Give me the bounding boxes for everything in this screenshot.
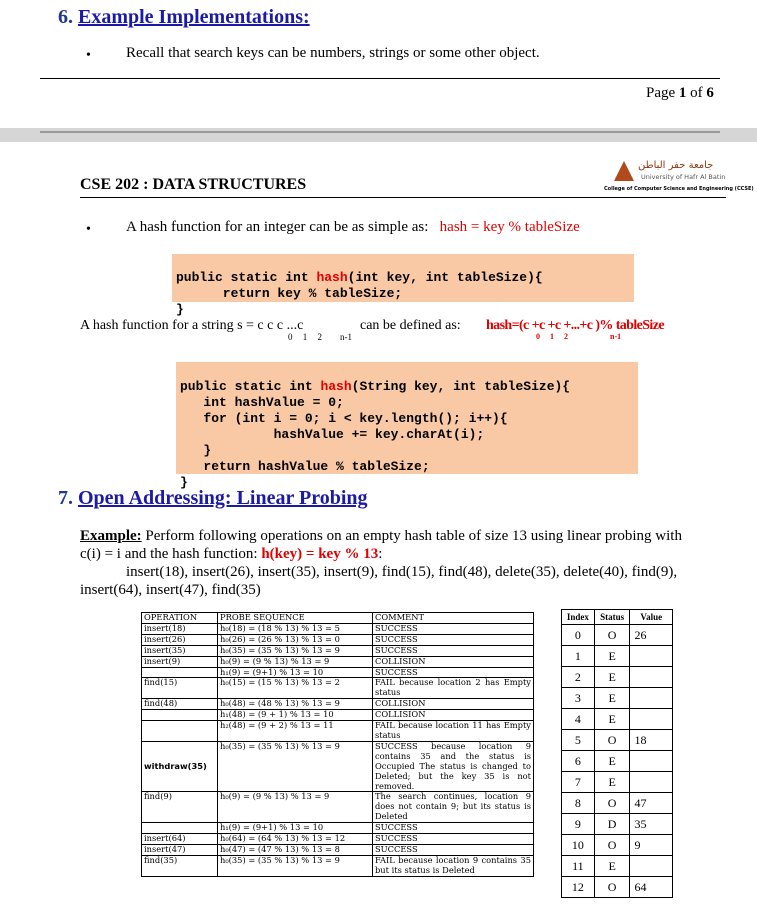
table-row [562,835,673,856]
table-row [562,814,673,835]
index-cell: 0 [562,625,595,646]
status-cell: D [594,814,630,835]
hash-string-formula: hash=(c +c +c +...+c )% tableSize [486,318,664,333]
table-row [562,793,673,814]
probe-cell: h₀(35) = (35 % 13) % 13 = 9 [218,741,373,792]
page-break-line [40,131,720,133]
university-arabic: جامعة حفر الباطن [638,160,714,171]
probe-cell: h₀(15) = (15 % 13) % 13 = 2 [218,678,373,699]
probe-cell: h₀(35) = (35 % 13) % 13 = 9 [218,855,373,876]
table-row [142,844,534,855]
index-cell: 10 [562,835,595,856]
string-subscript-n: n-1 [340,332,352,342]
hash-int-formula: hash = key % tableSize [439,219,580,235]
table-row [142,834,534,845]
value-cell [630,751,673,772]
table-row [142,678,534,699]
value-cell [630,856,673,877]
table-row [562,730,673,751]
operation-cell [142,667,218,678]
operations-header-cell: COMMENT [373,613,534,624]
status-cell: O [594,793,630,814]
index-cell: 3 [562,688,595,709]
section6-title: Example Implementations: [78,6,310,28]
status-cell: E [594,646,630,667]
course-title: CSE 202 : DATA STRUCTURES [80,176,307,193]
header-rule [80,197,726,198]
hash-table-header-cell: Status [594,610,630,625]
table-row [562,772,673,793]
comment-cell: FAIL because location 2 has Empty status [373,678,534,699]
operations-header-cell: OPERATION [142,613,218,624]
hash-function: h(key) = key % 13 [261,546,379,562]
value-cell: 64 [630,877,673,898]
table-row [142,823,534,834]
status-cell: E [594,667,630,688]
operation-cell: find(35) [142,855,218,876]
section7-title: Open Addressing: Linear Probing [78,487,368,509]
section7-heading [58,487,368,510]
page-label: Page 1 of 6 [646,85,714,101]
operation-cell [142,823,218,834]
probe-cell: h₁(9) = (9+1) % 13 = 10 [218,667,373,678]
index-cell: 5 [562,730,595,751]
table-row [142,645,534,656]
operation-cell [142,721,218,742]
college-name: College of Computer Science and Engineering (CCSE) [604,186,754,192]
example-label: Example: [80,528,142,544]
bullet-dot: • [86,222,91,237]
table-row [142,623,534,634]
table-row [562,688,673,709]
operation-cell: insert(9) [142,656,218,667]
table-row [142,667,534,678]
value-cell [630,667,673,688]
value-cell [630,688,673,709]
status-cell: O [594,625,630,646]
probe-cell: h₀(35) = (35 % 13) % 13 = 9 [218,645,373,656]
comment-cell: The search continues, location 9 does not contain 9; but its status is Deleted [373,792,534,823]
index-cell: 7 [562,772,595,793]
probe-cell: h₂(48) = (9 + 2) % 13 = 11 [218,721,373,742]
status-cell: E [594,856,630,877]
comment-cell: COLLISION [373,699,534,710]
index-cell: 6 [562,751,595,772]
operation-cell: insert(26) [142,634,218,645]
operation-cell: find(9) [142,792,218,823]
bullet-dot: • [86,48,91,63]
value-cell [630,772,673,793]
comment-cell: COLLISION [373,710,534,721]
comment-cell: SUCCESS [373,844,534,855]
table-row [142,710,534,721]
logo-mark-icon [614,161,634,181]
index-cell: 8 [562,793,595,814]
table-row [142,699,534,710]
table-row [142,656,534,667]
university-logo [614,161,634,181]
section6-number: 6. [58,6,73,28]
operation-cell [142,710,218,721]
value-cell [630,709,673,730]
section6-heading [58,6,310,29]
operation-cell: insert(18) [142,623,218,634]
hash-table [561,609,673,898]
status-cell: E [594,688,630,709]
operation-cell: insert(64) [142,834,218,845]
probe-cell: h₀(18) = (18 % 13) % 13 = 5 [218,623,373,634]
university-english: University of Hafr Al Batin [641,173,726,181]
comment-cell: COLLISION [373,656,534,667]
code-block-string: public static int hash(String key, int tableSize){ int hashValue = 0; for (int i = 0; i < key.length(); i++){ hashValue += key.charAt(i); } return hashValue % tableSize; } [176,362,638,474]
probe-cell: h₁(48) = (9 + 1) % 13 = 10 [218,710,373,721]
value-cell: 18 [630,730,673,751]
value-cell: 35 [630,814,673,835]
index-cell: 4 [562,709,595,730]
comment-cell: SUCCESS [373,634,534,645]
index-cell: 9 [562,814,595,835]
string-subscripts: 0 1 2 [288,332,326,342]
table-row [142,741,534,792]
status-cell: E [594,772,630,793]
operation-cell: insert(47) [142,844,218,855]
probe-cell: h₁(9) = (9+1) % 13 = 10 [218,823,373,834]
comment-cell: SUCCESS [373,645,534,656]
comment-cell: FAIL because location 11 has Empty status [373,721,534,742]
comment-cell: SUCCESS [373,834,534,845]
operation-cell: find(15) [142,678,218,699]
probe-cell: h₀(26) = (26 % 13) % 13 = 0 [218,634,373,645]
probe-cell: h₀(48) = (48 % 13) % 13 = 9 [218,699,373,710]
value-cell: 47 [630,793,673,814]
status-cell: O [594,877,630,898]
divider-top [40,78,720,79]
table-row [142,792,534,823]
index-cell: 12 [562,877,595,898]
table-row [562,877,673,898]
hash-table-header-cell: Index [562,610,595,625]
hash-string-line: A hash function for a string s = c c c ...c 0 1 2 n-1 can be defined as: hash=(c +c +c +...+c )% tableSize 0 1 2 n-1 [80,318,664,342]
table-row [562,751,673,772]
index-cell: 2 [562,667,595,688]
operations-header-cell: PROBE SEQUENCE [218,613,373,624]
hash-table-header-cell: Value [630,610,673,625]
comment-cell: FAIL because location 9 contains 35 but its status is Deleted [373,855,534,876]
value-cell: 26 [630,625,673,646]
probe-cell: h₀(9) = (9 % 13) % 13 = 9 [218,656,373,667]
comment-cell: SUCCESS [373,667,534,678]
hash-int-text: A hash function for an integer can be as simple as: hash = key % tableSize [126,219,580,235]
comment-cell: SUCCESS because location 9 contains 35 and the status is Occupied The status is changed to Deleted; but the key 35 is not removed. [373,741,534,792]
operation-cell: find(48) [142,699,218,710]
table-row [562,646,673,667]
operation-cell: insert(35) [142,645,218,656]
status-cell: E [594,751,630,772]
operations-header-row [142,613,534,624]
example-paragraph: Example: Perform following operations on an empty hash table of size 13 using linear probing with c(i) = i and the hash function: h(key) = key % 13: insert(18), insert(26), insert(35), insert(9), find(15), find(48), delete(35), delete(40), find(9), insert(64), insert(47), find(35) [80,528,682,598]
table-row [142,721,534,742]
table-row [562,667,673,688]
comment-cell: SUCCESS [373,823,534,834]
index-cell: 11 [562,856,595,877]
value-cell: 9 [630,835,673,856]
probe-cell: h₀(64) = (64 % 13) % 13 = 12 [218,834,373,845]
value-cell [630,646,673,667]
code-block-int: public static int hash(int key, int tableSize){ return key % tableSize; } [172,254,634,302]
probe-cell: h₀(47) = (47 % 13) % 13 = 8 [218,844,373,855]
table-row [562,625,673,646]
index-cell: 1 [562,646,595,667]
section6-bullet-text: Recall that search keys can be numbers, strings or some other object. [126,45,540,61]
table-row [562,709,673,730]
operations-table [141,612,534,877]
section7-number: 7. [58,487,73,509]
status-cell: O [594,835,630,856]
table-row [142,634,534,645]
status-cell: E [594,709,630,730]
table-row [562,856,673,877]
table-row [142,855,534,876]
status-cell: O [594,730,630,751]
probe-cell: h₀(9) = (9 % 13) % 13 = 9 [218,792,373,823]
operation-cell: withdraw(35) [142,741,218,792]
comment-cell: SUCCESS [373,623,534,634]
